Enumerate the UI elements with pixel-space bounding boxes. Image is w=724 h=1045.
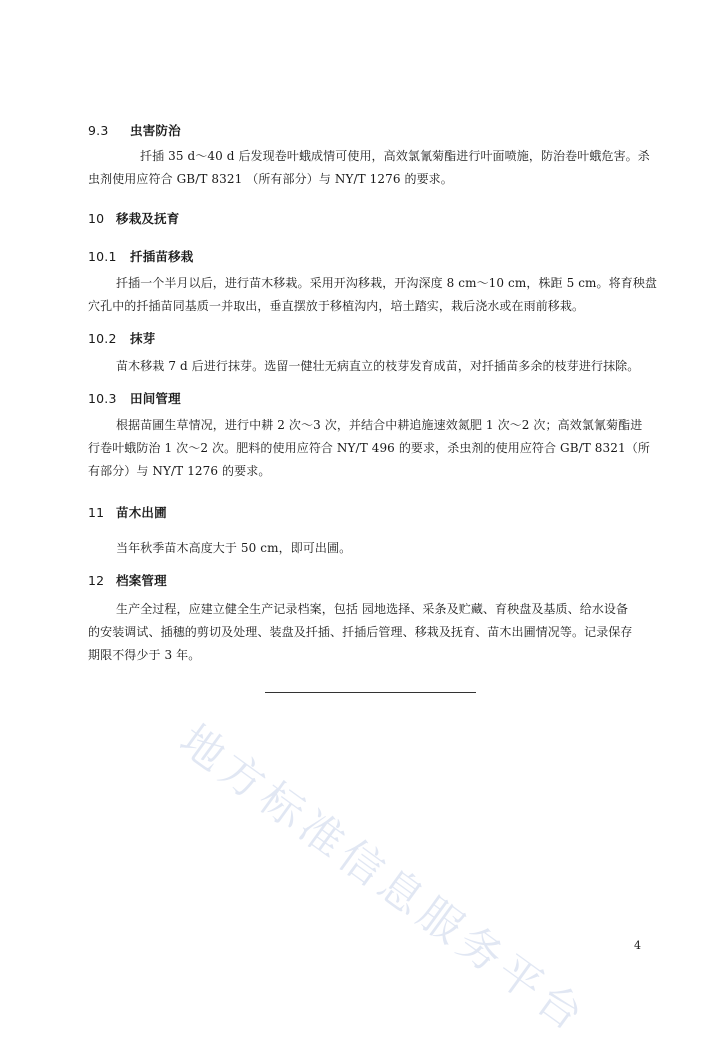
section-heading-10-2 [88, 329, 155, 347]
section-heading-12 [88, 571, 167, 589]
section-number: 9.3 [88, 123, 109, 138]
section-title: 苗木出圃 [116, 505, 167, 520]
section-number: 10.2 [88, 331, 117, 346]
page-number: 4 [634, 939, 641, 952]
paragraph-line: 期限不得少于 3 年。 [88, 648, 201, 662]
paragraph-line: 的安装调试、插穗的剪切及处理、装盘及扦插、扦插后管理、移栽及抚育、苗木出圃情况等。记录保存 [88, 625, 633, 639]
paragraph-line: 生产全过程，应建立健全生产记录档案，包括 园地选择、采条及贮藏、育秧盘及基质、给水设备 [116, 602, 629, 616]
section-heading-10-1 [88, 247, 194, 265]
section-title: 档案管理 [116, 573, 167, 588]
paragraph-line: 扦插 35 d～40 d 后发现卷叶蛾成情可使用，高效氯氰菊酯进行叶面喷施，防治卷叶蛾危害。杀 [140, 149, 650, 163]
end-rule-divider [265, 692, 476, 693]
section-title: 抹芽 [130, 331, 156, 346]
paragraph-line: 行卷叶蛾防治 1 次～2 次。肥料的使用应符合 NY/T 496 的要求，杀虫剂的使用应符合 GB/T 8321（所 [88, 441, 650, 455]
section-heading-9-3 [88, 121, 181, 139]
paragraph-12 [88, 598, 656, 667]
paragraph-line: 有部分）与 NY/T 1276 的要求。 [88, 464, 271, 478]
section-number: 10 [88, 211, 105, 226]
paragraph-line: 根据苗圃生草情况，进行中耕 2 次～3 次，并结合中耕追施速效氮肥 1 次～2 次；高效氯氰菊酯进 [116, 418, 643, 432]
section-heading-10-3 [88, 389, 181, 407]
section-number: 10.1 [88, 249, 117, 264]
paragraph-10-2 [88, 355, 656, 378]
section-title: 虫害防治 [130, 123, 181, 138]
section-heading-11 [88, 503, 167, 521]
section-heading-10 [88, 209, 180, 227]
paragraph-11 [88, 537, 656, 560]
section-number: 10.3 [88, 391, 117, 406]
paragraph-line: 扦插一个半月以后，进行苗木移栽。采用开沟移栽，开沟深度 8 cm～10 cm，株距 5 cm。将育秧盘 [116, 276, 658, 290]
paragraph-9-3 [88, 145, 656, 191]
paragraph-line: 当年秋季苗木高度大于 50 cm，即可出圃。 [116, 541, 352, 555]
paragraph-10-1 [88, 272, 656, 318]
section-number: 11 [88, 505, 105, 520]
paragraph-line: 穴孔中的扦插苗同基质一并取出，垂直摆放于移植沟内，培土踏实，栽后浇水或在雨前移栽。 [88, 299, 585, 313]
watermark: 地方标准信息服务平台 [170, 715, 597, 1044]
section-number: 12 [88, 573, 105, 588]
section-title: 田间管理 [130, 391, 181, 406]
section-title: 扦插苗移栽 [130, 249, 194, 264]
paragraph-10-3 [88, 414, 656, 483]
paragraph-line: 虫剂使用应符合 GB/T 8321 （所有部分）与 NY/T 1276 的要求。 [88, 172, 453, 186]
paragraph-line: 苗木移栽 7 d 后进行抹芽。选留一健壮无病直立的枝芽发育成苗，对扦插苗多余的枝芽进行抹除。 [116, 359, 640, 373]
section-title: 移栽及抚育 [116, 211, 180, 226]
